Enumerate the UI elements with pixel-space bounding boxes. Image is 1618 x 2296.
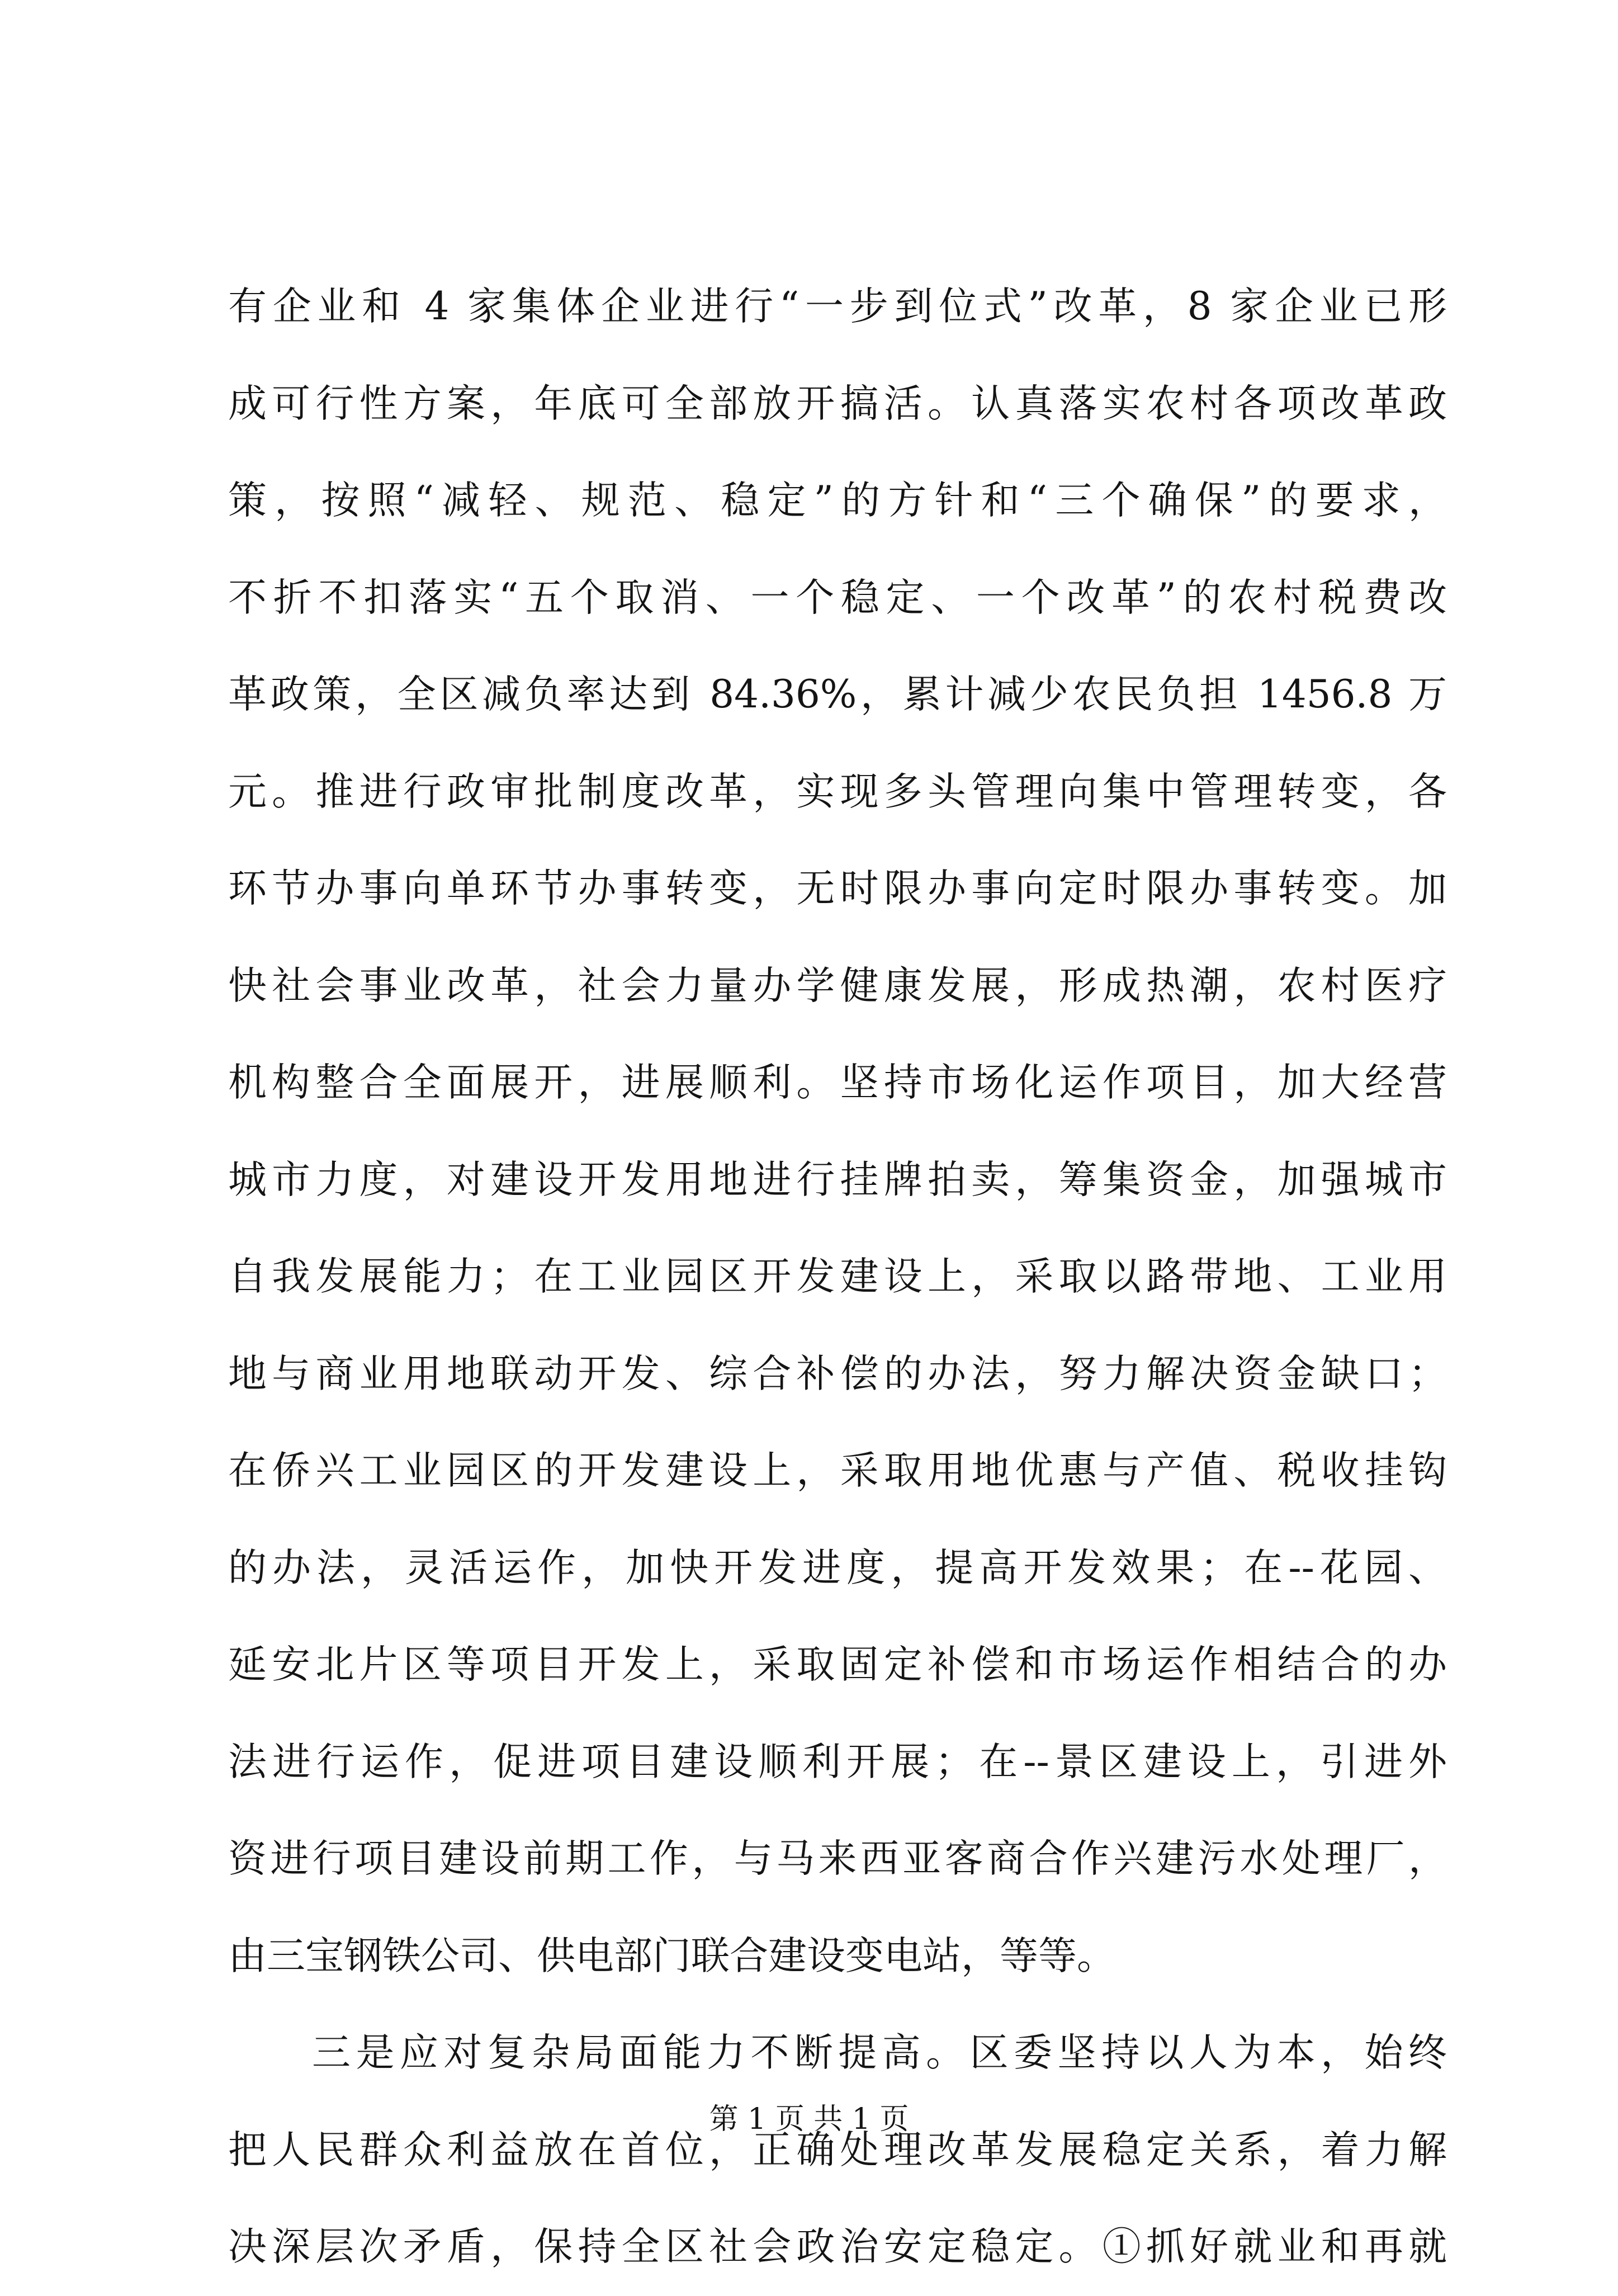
text-line: 机构整合全面展开，进展顺利。坚持市场化运作项目，加大经营: [228, 1060, 1447, 1105]
page-footer: [0, 2100, 1618, 2139]
text-line: 环节办事向单环节办事转变，无时限办事向定时限办事转变。加: [228, 866, 1447, 911]
text-line: 决深层次矛盾，保持全区社会政治安定稳定。①抓好就业和再就: [228, 2224, 1447, 2269]
text-line-paragraph-start: 三是应对复杂局面能力不断提高。区委坚持以人为本，始终: [312, 2030, 1447, 2075]
text-line: 资进行项目建设前期工作，与马来西亚客商合作兴建污水处理厂，: [228, 1836, 1447, 1881]
body-text: [228, 258, 1447, 2296]
text-line: 有企业和 4 家集体企业进行“一步到位式”改革，8 家企业已形: [228, 284, 1447, 329]
text-line: 地与商业用地联动开发、综合补偿的办法，努力解决资金缺口；: [228, 1351, 1447, 1396]
page-number-label: 第 1 页 共 1 页: [709, 2103, 909, 2136]
text-line: 元。推进行政审批制度改革，实现多头管理向集中管理转变，各: [228, 769, 1447, 814]
text-line: 的办法，灵活运作，加快开发进度，提高开发效果；在--花园、: [228, 1545, 1447, 1590]
text-line: 延安北片区等项目开发上，采取固定补偿和市场运作相结合的办: [228, 1642, 1447, 1687]
text-line: 策，按照“减轻、规范、稳定”的方针和“三个确保”的要求，: [228, 478, 1447, 523]
text-line: 成可行性方案，年底可全部放开搞活。认真落实农村各项改革政: [228, 381, 1447, 426]
text-line: 革政策，全区减负率达到 84.36%，累计减少农民负担 1456.8 万: [228, 672, 1447, 717]
text-line: 城市力度，对建设开发用地进行挂牌拍卖，筹集资金，加强城市: [228, 1157, 1447, 1202]
text-line-paragraph-end: 由三宝钢铁公司、供电部门联合建设变电站，等等。: [228, 1933, 1115, 1978]
text-line: 把人民群众利益放在首位，正确处理改革发展稳定关系，着力解: [228, 2127, 1447, 2172]
text-line: 不折不扣落实“五个取消、一个稳定、一个改革”的农村税费改: [228, 575, 1447, 620]
text-line: 自我发展能力；在工业园区开发建设上，采取以路带地、工业用: [228, 1254, 1447, 1299]
text-line: 快社会事业改革，社会力量办学健康发展，形成热潮，农村医疗: [228, 963, 1447, 1008]
text-line: 在侨兴工业园区的开发建设上，采取用地优惠与产值、税收挂钩: [228, 1448, 1447, 1493]
text-line: 法进行运作，促进项目建设顺利开展；在--景区建设上，引进外: [228, 1739, 1447, 1784]
